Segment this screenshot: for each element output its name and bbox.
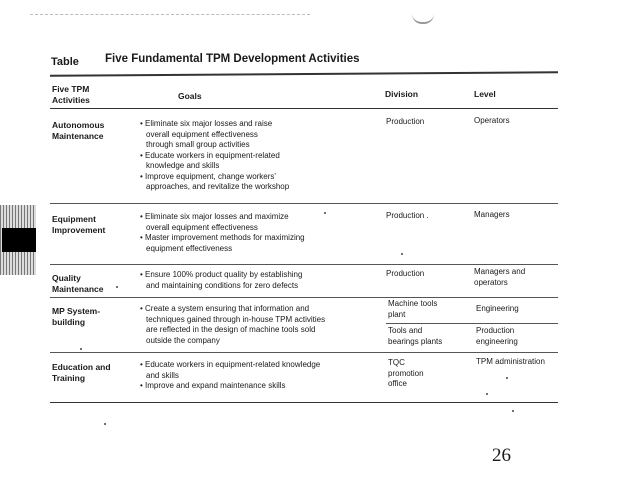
activity-line: Equipment xyxy=(52,214,96,224)
scan-speck xyxy=(506,377,508,379)
level-line: Production xyxy=(476,326,515,335)
goal-line: equipment effectiveness xyxy=(146,243,233,253)
scan-speck xyxy=(486,393,488,395)
row-equipment-goals xyxy=(140,212,305,254)
goal-line: and skills xyxy=(146,370,179,380)
division-line: bearings plants xyxy=(388,336,443,346)
row-education-division xyxy=(388,358,424,390)
division-line: Machine tools xyxy=(388,299,438,308)
goal-line: • Ensure 100% product quality by establishing xyxy=(140,270,303,279)
goal-line: • Educate workers in equipment-related xyxy=(140,150,280,160)
activity-line: Education and xyxy=(52,362,111,372)
header-division: Division xyxy=(385,89,419,99)
row-separator xyxy=(50,264,558,265)
row-separator xyxy=(50,352,558,353)
row-mp-division-b xyxy=(388,326,442,347)
division-line: promotion xyxy=(388,368,424,378)
activity-line: building xyxy=(52,316,86,327)
row-education-level: TPM administration xyxy=(476,357,545,366)
row-mp-activity xyxy=(52,306,100,327)
row-separator xyxy=(50,297,558,298)
header-bottom-rule xyxy=(50,108,558,109)
goal-line: outside the company xyxy=(146,335,220,345)
row-mp-level-a: Engineering xyxy=(476,304,519,313)
goal-line: • Master improvement methods for maximizing xyxy=(140,233,305,242)
row-autonomous-level: Operators xyxy=(474,116,510,125)
table-title: Five Fundamental TPM Development Activities xyxy=(105,53,360,65)
goal-line: • Educate workers in equipment-related knowledge xyxy=(140,360,321,369)
level-line: engineering xyxy=(476,336,518,346)
scan-speck xyxy=(104,423,106,425)
division-line: office xyxy=(388,379,407,388)
goal-line: knowledge and skills xyxy=(146,161,220,170)
scan-speck xyxy=(512,410,514,412)
level-line: operators xyxy=(474,277,508,287)
scan-edge-black-block xyxy=(2,228,36,252)
goal-line: and maintaining conditions for zero defects xyxy=(146,280,299,290)
row-education-activity xyxy=(52,362,111,383)
goal-line: techniques gained through in-house TPM activities xyxy=(146,314,326,324)
activity-line: MP System- xyxy=(52,306,101,316)
activity-line: Quality xyxy=(52,273,81,283)
goal-line: • Eliminate six major losses and raise xyxy=(140,119,273,128)
row-equipment-division: Production . xyxy=(386,211,429,220)
row-education-goals xyxy=(140,360,320,392)
scan-speck xyxy=(401,253,403,255)
goal-line: through small group activities xyxy=(146,140,250,149)
goal-line: overall equipment effectiveness xyxy=(146,222,258,232)
level-line: Managers and xyxy=(474,267,526,276)
header-level: Level xyxy=(474,89,496,99)
row-quality-activity xyxy=(52,273,104,294)
row-quality-level xyxy=(474,267,525,288)
division-line: TQC xyxy=(388,358,405,367)
row-autonomous-activity xyxy=(52,120,104,141)
header-activities xyxy=(52,84,90,106)
row-quality-goals xyxy=(140,270,302,291)
activity-line: Training xyxy=(52,372,86,383)
row-separator xyxy=(50,203,558,204)
scan-top-marks xyxy=(30,14,310,23)
subrow-separator xyxy=(386,323,558,324)
header-goals: Goals xyxy=(178,91,202,101)
scan-speck xyxy=(324,212,326,214)
table-bottom-rule xyxy=(50,402,558,403)
row-mp-division-a xyxy=(388,299,437,320)
scan-top-mark-curve xyxy=(412,14,434,24)
activity-line: Maintenance xyxy=(52,130,104,141)
activity-line: Improvement xyxy=(52,224,106,235)
row-equipment-level: Managers xyxy=(474,210,510,219)
goal-line: are reflected in the design of machine tools sold xyxy=(146,325,316,334)
row-mp-level-b xyxy=(476,326,518,347)
goal-line: • Create a system ensuring that information and xyxy=(140,304,310,313)
header-activities-line2: Activities xyxy=(52,95,90,105)
goal-line: • Improve equipment, change workers' xyxy=(140,171,276,181)
goal-line: approaches, and revitalize the workshop xyxy=(146,182,290,191)
row-autonomous-goals xyxy=(140,119,289,193)
row-quality-division: Production xyxy=(386,269,425,278)
goal-line: • Eliminate six major losses and maximize xyxy=(140,212,289,221)
row-autonomous-division: Production xyxy=(386,117,425,126)
header-activities-line1: Five TPM xyxy=(52,84,90,94)
activity-line: Autonomous xyxy=(52,120,105,130)
activity-line: Maintenance xyxy=(52,283,104,294)
row-equipment-activity xyxy=(52,214,105,235)
scan-speck xyxy=(80,348,82,350)
goal-line: • Improve and expand maintenance skills xyxy=(140,381,286,390)
row-mp-goals xyxy=(140,304,325,346)
division-line: Tools and xyxy=(388,326,423,335)
page-number: 26 xyxy=(492,445,511,466)
table-label: Table xyxy=(51,56,79,68)
goal-line: overall equipment effectiveness xyxy=(146,129,258,139)
scan-speck xyxy=(116,286,118,288)
table-top-rule xyxy=(50,71,558,77)
division-line: plant xyxy=(388,309,406,319)
